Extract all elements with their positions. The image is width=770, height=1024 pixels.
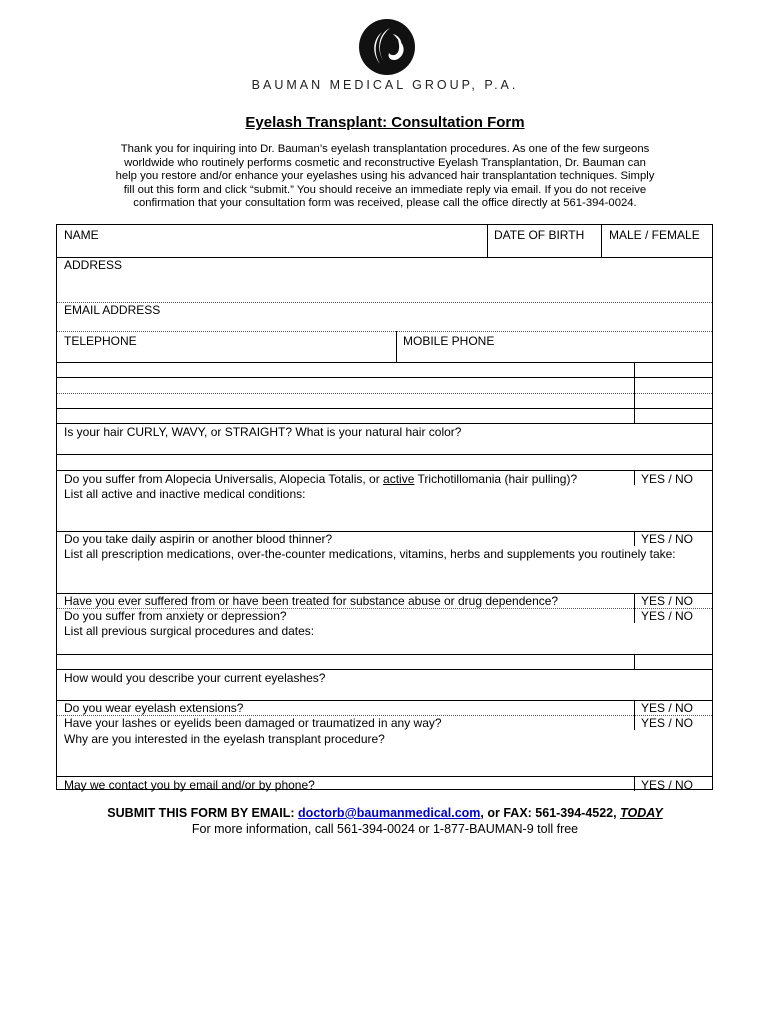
anxiety-question: Do you suffer from anxiety or depression? xyxy=(64,609,287,623)
damaged-question: Have your lashes or eyelids been damaged or traumatized in any way? xyxy=(64,716,442,730)
intro-line: help you restore and/or enhance your eyelashes using his advanced hair transplantation techniques. Simply xyxy=(115,170,655,182)
intro-line: Thank you for inquiring into Dr. Bauman’s eyelash transplantation procedures. As one of the few surgeons xyxy=(120,143,650,155)
medical-conditions-label: List all active and inactive medical conditions: xyxy=(64,487,306,501)
extensions-yes-no[interactable]: YES / NO xyxy=(641,701,694,715)
eyelash-describe-question: How would you describe your current eyelashes? xyxy=(64,671,326,685)
aspirin-yes-no[interactable]: YES / NO xyxy=(641,532,694,546)
alopecia-question: Do you suffer from Alopecia Universalis, Alopecia Totalis, or active Trichotillomania (hair pulling)? xyxy=(64,472,578,486)
email-field-label: EMAIL ADDRESS xyxy=(64,303,161,317)
anxiety-yes-no[interactable]: YES / NO xyxy=(641,609,694,623)
contact-yes-no[interactable]: YES / NO xyxy=(641,778,694,792)
gender-field-label: MALE / FEMALE xyxy=(609,228,700,242)
hair-question: Is your hair CURLY, WAVY, or STRAIGHT? What is your natural hair color? xyxy=(64,425,462,439)
bauman-logo xyxy=(358,18,416,76)
form-title: Eyelash Transplant: Consultation Form xyxy=(245,114,525,131)
substance-question: Have you ever suffered from or have been treated for substance abuse or drug dependence? xyxy=(64,594,559,608)
contact-question: May we contact you by email and/or by phone? xyxy=(64,778,315,792)
mobile-field-label: MOBILE PHONE xyxy=(403,334,495,348)
medications-label: List all prescription medications, over-the-counter medications, vitamins, herbs and supplements you routinely take: xyxy=(64,547,676,561)
org-name: BAUMAN MEDICAL GROUP, P.A. xyxy=(251,78,519,92)
today-emphasis: TODAY xyxy=(620,806,663,820)
address-field-label: ADDRESS xyxy=(64,258,123,272)
surgical-procedures-label: List all previous surgical procedures and dates: xyxy=(64,624,315,638)
submit-instructions: SUBMIT THIS FORM BY EMAIL: doctorb@baumanmedical.com, or FAX: 561-394-4522, TODAY xyxy=(107,806,663,820)
intro-line: worldwide who routinely performs cosmetic and reconstructive Eyelash Transplantation, Dr. Bauman can xyxy=(124,156,646,169)
why-interested-label: Why are you interested in the eyelash transplant procedure? xyxy=(64,732,385,746)
substance-yes-no[interactable]: YES / NO xyxy=(641,594,694,608)
damaged-yes-no[interactable]: YES / NO xyxy=(641,716,694,730)
name-field-label: NAME xyxy=(64,228,99,242)
aspirin-question: Do you take daily aspirin or another blood thinner? xyxy=(64,532,333,546)
alopecia-yes-no[interactable]: YES / NO xyxy=(641,472,694,486)
extensions-question: Do you wear eyelash extensions? xyxy=(64,701,244,715)
email-link[interactable]: doctorb@baumanmedical.com xyxy=(298,806,481,820)
contact-info: For more information, call 561-394-0024 or 1-877-BAUMAN-9 toll free xyxy=(191,822,579,836)
telephone-field-label: TELEPHONE xyxy=(64,334,137,348)
intro-text xyxy=(100,143,670,211)
dob-field-label: DATE OF BIRTH xyxy=(494,228,585,242)
consultation-form xyxy=(56,224,713,790)
intro-line: fill out this form and click “submit.” You should receive an immediate reply via email. If you do not receive xyxy=(123,183,647,196)
intro-line: confirmation that your consultation form was received, please call the office directly at 561-394-0024. xyxy=(133,197,637,209)
